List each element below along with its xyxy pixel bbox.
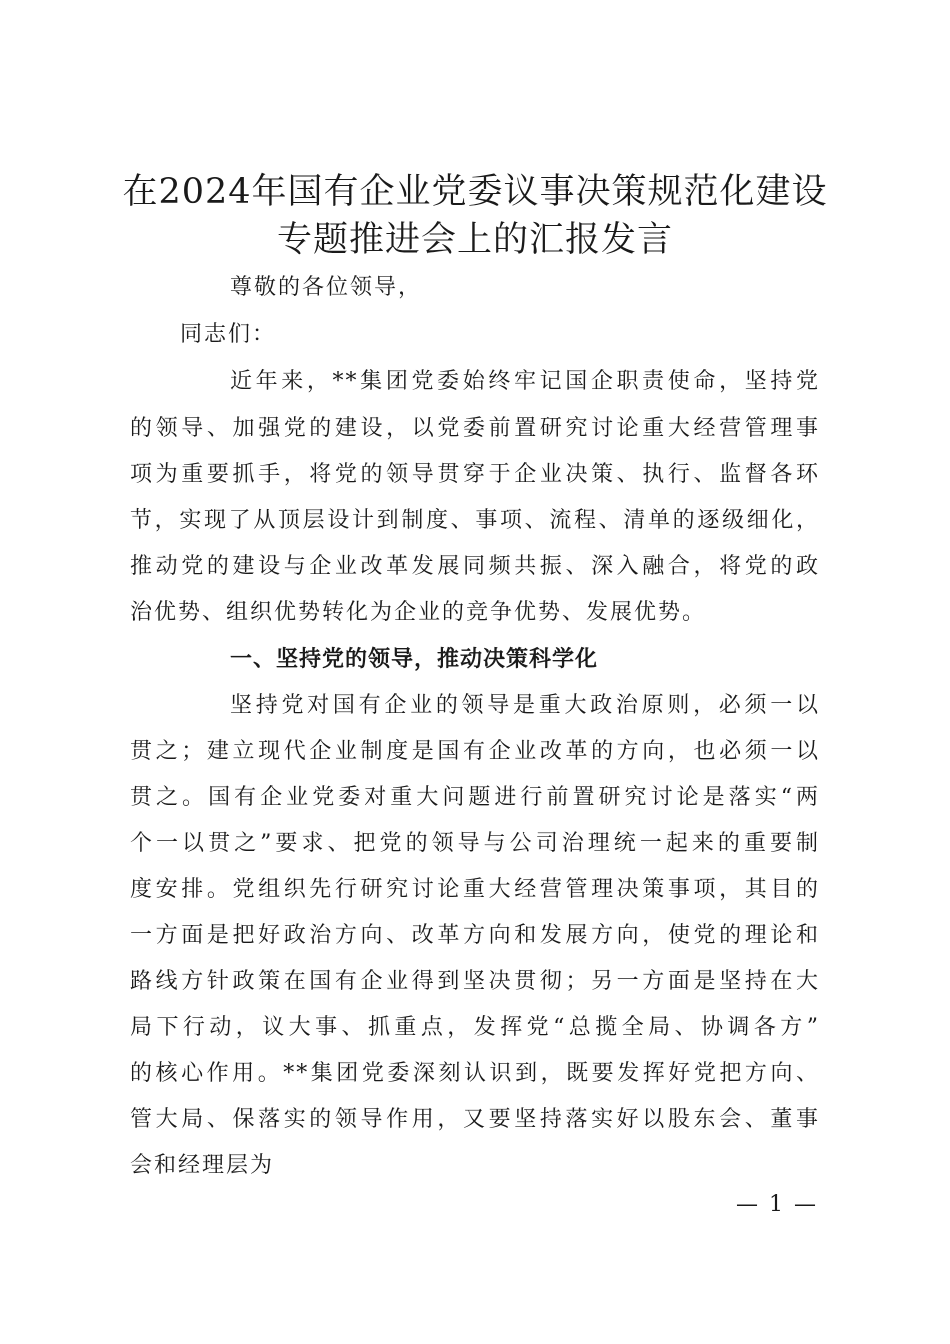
salutation-line-1: 尊敬的各位领导， [230,275,423,300]
page-number: — 1 — [736,1192,818,1217]
paragraph-1-line: 近年来，**集团党委始终牢记国企职责使命，坚持党 [230,369,820,394]
paragraph-2-line: 坚持党对国有企业的领导是重大政治原则，必须一以 [230,693,820,718]
paragraph-1-line: 节，实现了从顶层设计到制度、事项、流程、清单的逐级细化， [130,508,820,533]
paragraph-2-line: 一方面是把好政治方向、改革方向和发展方向，使党的理论和 [130,923,820,948]
paragraph-2-line: 管大局、保落实的领导作用，又要坚持落实好以股东会、董事 [130,1107,820,1132]
paragraph-1-line: 治优势、组织优势转化为企业的竞争优势、发展优势。 [130,600,707,625]
salutation-line-2: 同志们： [180,322,277,347]
paragraph-2-line: 的核心作用。**集团党委深刻认识到，既要发挥好党把方向、 [130,1061,820,1086]
document-title-line-2: 专题推进会上的汇报发言 [276,220,673,260]
section-1-heading: 一、坚持党的领导，推动决策科学化 [230,647,599,672]
paragraph-1-line: 推动党的建设与企业改革发展同频共振、深入融合，将党的政 [130,554,820,579]
paragraph-1-line: 项为重要抓手，将党的领导贯穿于企业决策、执行、监督各环 [130,462,820,487]
paragraph-2-line: 会和经理层为 [130,1153,275,1178]
paragraph-2-line: 个一以贯之”要求、把党的领导与公司治理统一起来的重要制 [130,831,820,856]
paragraph-2-line: 贯之；建立现代企业制度是国有企业改革的方向，也必须一以 [130,739,820,764]
document-title-line-1: 在2024年国有企业党委议事决策规范化建设 [122,172,828,212]
paragraph-1-line: 的领导、加强党的建设，以党委前置研究讨论重大经营管理事 [130,416,820,441]
paragraph-2-line: 路线方针政策在国有企业得到坚决贯彻；另一方面是坚持在大 [130,969,820,994]
paragraph-2-line: 度安排。党组织先行研究讨论重大经营管理决策事项，其目的 [130,877,820,902]
paragraph-2-line: 局下行动，议大事、抓重点，发挥党“总揽全局、协调各方” [130,1015,820,1040]
paragraph-2-line: 贯之。国有企业党委对重大问题进行前置研究讨论是落实“两 [130,785,820,810]
